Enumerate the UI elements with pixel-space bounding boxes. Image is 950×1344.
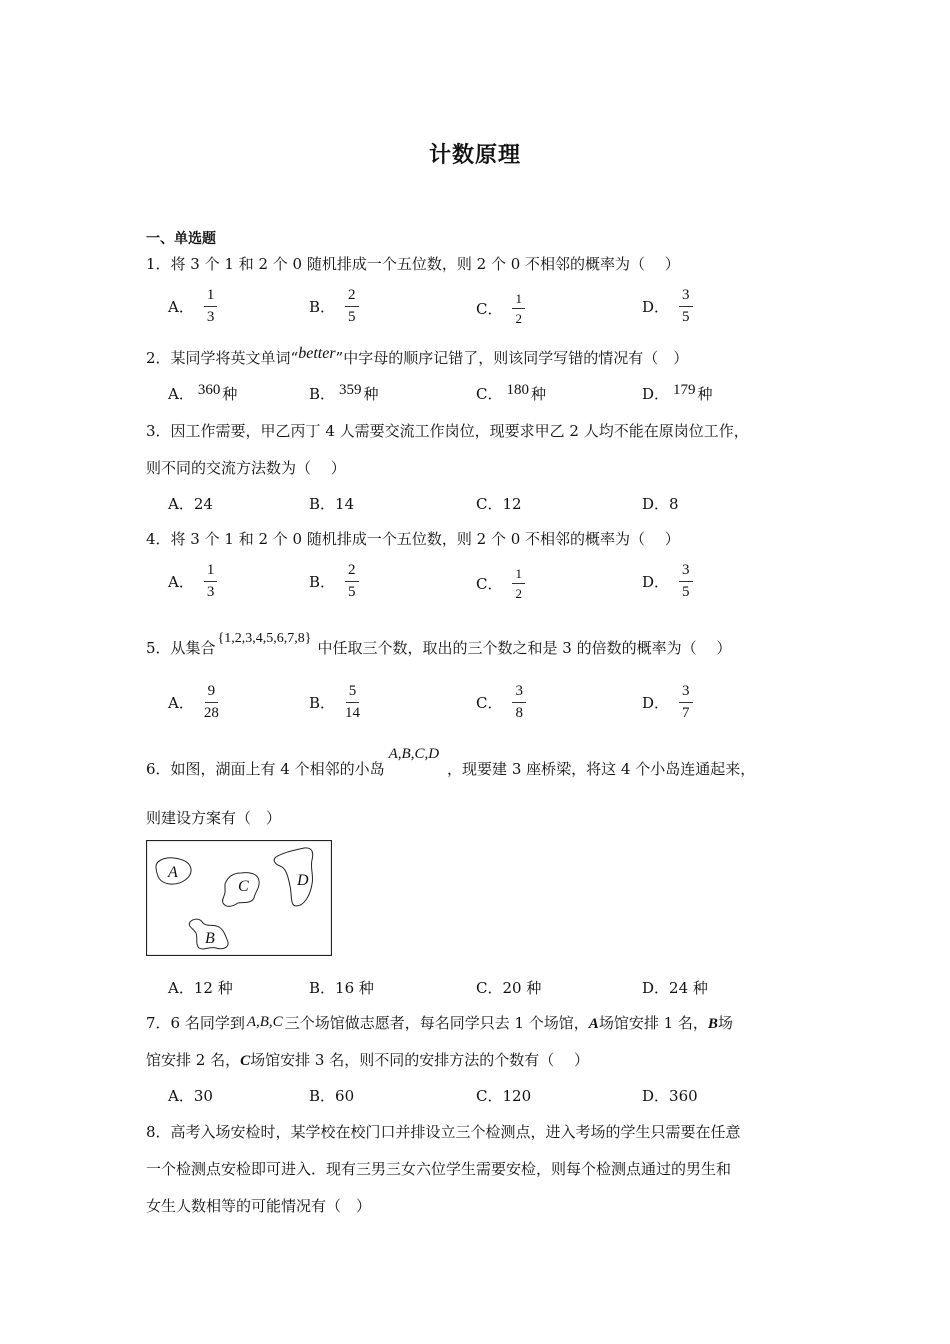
math-islands: A,B,C,D <box>388 746 440 762</box>
q3-option-a[interactable]: A．24 <box>168 495 213 513</box>
question-3-stem-line2: 则不同的交流方法数为（ ） <box>146 459 346 477</box>
q1-option-b[interactable]: B． $\frac{2}{5}$ <box>309 288 359 325</box>
q7-option-c[interactable]: C．120 <box>476 1087 532 1105</box>
question-5-stem: 5．从集合{1,2,3,4,5,6,7,8}中任取三个数，取出的三个数之和是 3 的倍数的概率为（ ） <box>146 631 732 657</box>
island-label-b: B <box>205 930 215 947</box>
q5-option-c[interactable]: C． $\frac{3}{8}$ <box>476 684 526 721</box>
q4-option-d[interactable]: D． $\frac{3}{5}$ <box>642 563 693 600</box>
island-label-a: A <box>168 864 178 881</box>
question-6-stem-line2: 则建设方案有（ ） <box>146 809 282 827</box>
question-2-stem: 2．某同学将英文单词“better”中字母的顺序记错了，则该同学写错的情况有（ ） <box>146 345 689 367</box>
question-4-stem: 4．将 3 个 1 和 2 个 0 随机排成一个五位数，则 2 个 0 不相邻的概率为（ ） <box>146 530 680 548</box>
q2-option-c[interactable]: C． 180 种 <box>476 382 546 403</box>
q3-option-d[interactable]: D．8 <box>642 495 679 513</box>
question-8-stem-line3: 女生人数相等的可能情况有（ ） <box>146 1197 372 1215</box>
q5-option-a[interactable]: A． $\frac{9}{28}$ <box>168 683 219 721</box>
math-venues: A,B,C <box>246 1014 283 1030</box>
q5-option-b[interactable]: B． $\frac{5}{14}$ <box>309 683 361 721</box>
page-title: 计数原理 <box>428 143 521 168</box>
q2-option-a[interactable]: A． 360 种 <box>168 382 238 403</box>
q3-option-b[interactable]: B．14 <box>309 495 355 513</box>
q7-option-d[interactable]: D．360 <box>642 1087 698 1105</box>
question-8-stem-line1: 8．高考入场安检时，某学校在校门口并排设立三个检测点，进入考场的学生只需要在任意 <box>146 1123 741 1141</box>
q2-option-d[interactable]: D． 179 种 <box>642 382 713 403</box>
section-heading: 一、单选题 <box>146 231 216 247</box>
q6-option-c[interactable]: C．20 种 <box>476 979 542 997</box>
q1-option-c[interactable]: C． $\frac{1}{2}$ <box>476 292 525 325</box>
island-label-c: C <box>238 878 249 895</box>
math-set: {1,2,3,4,5,6,7,8} <box>217 631 312 646</box>
island-label-d: D <box>297 872 309 889</box>
lake-islands-figure <box>146 840 332 956</box>
q1-option-a[interactable]: A． $\frac{1}{3}$ <box>168 288 217 325</box>
q6-option-d[interactable]: D．24 种 <box>642 979 708 997</box>
q6-option-b[interactable]: B．16 种 <box>309 979 374 997</box>
q3-option-c[interactable]: C．12 <box>476 495 522 513</box>
question-8-stem-line2: 一个检测点安检即可进入．现有三男三女六位学生需要安检，则每个检测点通过的男生和 <box>146 1160 732 1178</box>
q7-option-b[interactable]: B．60 <box>309 1087 355 1105</box>
q7-option-a[interactable]: A．30 <box>168 1087 213 1105</box>
q4-option-c[interactable]: C． $\frac{1}{2}$ <box>476 567 525 600</box>
question-7-stem-line2: 馆安排 2 名，C场馆安排 3 名，则不同的安排方法的个数有（ ） <box>146 1051 589 1069</box>
math-word: better <box>298 345 336 362</box>
question-7-stem-line1: 7．6 名同学到 A,B,C 三个场馆做志愿者，每名同学只去 1 个场馆，A场馆安排 1 名，B场 <box>146 1014 733 1032</box>
q5-option-d[interactable]: D． $\frac{3}{7}$ <box>642 684 693 721</box>
q6-option-a[interactable]: A．12 种 <box>168 979 233 997</box>
question-6-stem-line1: 6．如图，湖面上有 4 个相邻的小岛A,B,C,D，现要建 3 座桥梁，将这 4 个小岛连通起来， <box>146 746 756 778</box>
q4-option-a[interactable]: A． $\frac{1}{3}$ <box>168 563 217 600</box>
q4-option-b[interactable]: B． $\frac{2}{5}$ <box>309 563 359 600</box>
question-1-stem: 1．将 3 个 1 和 2 个 0 随机排成一个五位数，则 2 个 0 不相邻的概率为（ ） <box>146 255 680 273</box>
q2-option-b[interactable]: B． 359 种 <box>309 382 379 403</box>
question-3-stem-line1: 3．因工作需要，甲乙丙丁 4 人需要交流工作岗位，现要求甲乙 2 人均不能在原岗位工作， <box>146 422 749 440</box>
q1-option-d[interactable]: D． $\frac{3}{5}$ <box>642 288 693 325</box>
